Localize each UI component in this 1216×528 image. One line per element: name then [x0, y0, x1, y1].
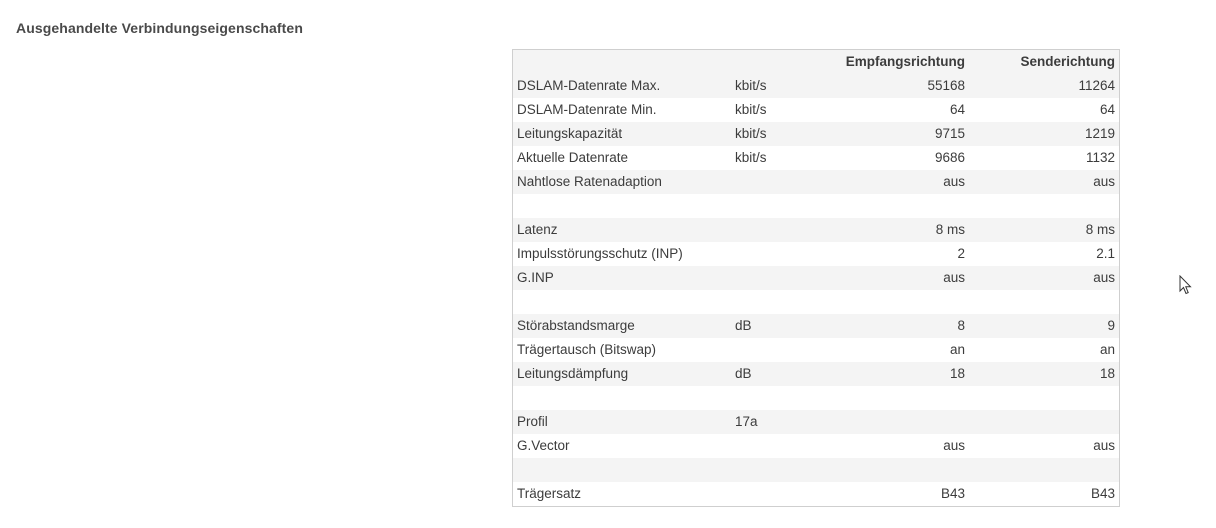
- row-label: Aktuelle Datenrate: [517, 150, 629, 165]
- row-downstream-value: 8 ms: [935, 222, 965, 237]
- row-unit: [731, 458, 821, 482]
- table-row: [513, 410, 1119, 434]
- row-upstream-value: [969, 410, 1119, 434]
- row-downstream-value: 9715: [934, 126, 965, 141]
- table-row: [513, 194, 1119, 218]
- row-unit: kbit/s: [735, 78, 767, 93]
- table-row: [513, 266, 1119, 290]
- row-label: Profil: [517, 414, 548, 429]
- row-label: Trägertausch (Bitswap): [517, 342, 657, 357]
- row-upstream-value: [969, 290, 1119, 314]
- row-unit: [731, 434, 821, 458]
- row-downstream-value: 64: [949, 102, 965, 117]
- table-row: [513, 338, 1119, 362]
- table-row: [513, 482, 1119, 506]
- table-row: [513, 74, 1119, 98]
- table-row: [513, 362, 1119, 386]
- row-label: Impulsstörungsschutz (INP): [517, 246, 683, 261]
- table-body: [513, 74, 1119, 506]
- header-label: [513, 50, 731, 74]
- row-label: Störabstandsmarge: [517, 318, 635, 333]
- table-row: [513, 458, 1119, 482]
- row-upstream-value: aus: [1093, 438, 1115, 453]
- table-row: [513, 98, 1119, 122]
- table-row: [513, 122, 1119, 146]
- row-unit: [731, 170, 821, 194]
- row-unit: dB: [735, 318, 752, 333]
- row-label: Latenz: [517, 222, 558, 237]
- row-label: G.Vector: [517, 438, 570, 453]
- row-downstream-value: [821, 194, 969, 218]
- table-row: [513, 218, 1119, 242]
- row-upstream-value: [969, 194, 1119, 218]
- row-downstream-value: 8: [957, 318, 965, 333]
- row-upstream-value: 18: [1099, 366, 1115, 381]
- row-upstream-value: 2.1: [1096, 246, 1115, 261]
- row-upstream-value: 1219: [1084, 126, 1115, 141]
- row-unit: kbit/s: [735, 102, 767, 117]
- row-downstream-value: an: [949, 342, 965, 357]
- row-label: Leitungskapazität: [517, 126, 623, 141]
- row-downstream-value: [821, 290, 969, 314]
- row-label: DSLAM-Datenrate Max.: [517, 78, 661, 93]
- table-row: [513, 170, 1119, 194]
- row-upstream-value: 9: [1107, 318, 1115, 333]
- mouse-pointer-icon: [1179, 275, 1193, 295]
- row-downstream-value: [821, 410, 969, 434]
- row-label: Nahtlose Ratenadaption: [517, 174, 662, 189]
- header-unit: [731, 50, 821, 74]
- row-unit: [731, 194, 821, 218]
- table-row: [513, 386, 1119, 410]
- row-unit: dB: [735, 366, 752, 381]
- row-downstream-value: [821, 458, 969, 482]
- table-row: [513, 242, 1119, 266]
- table-row: [513, 290, 1119, 314]
- row-unit: 17a: [735, 414, 758, 429]
- table-row: [513, 314, 1119, 338]
- row-downstream-value: 9686: [934, 150, 965, 165]
- row-unit: kbit/s: [735, 126, 767, 141]
- row-upstream-value: [969, 386, 1119, 410]
- row-unit: [731, 218, 821, 242]
- row-downstream-value: B43: [940, 486, 965, 501]
- section-title: Ausgehandelte Verbindungseigenschaften: [16, 20, 303, 36]
- row-upstream-value: aus: [1093, 270, 1115, 285]
- row-unit: [731, 386, 821, 410]
- row-unit: [731, 338, 821, 362]
- row-label: G.INP: [517, 270, 554, 285]
- row-downstream-value: aus: [943, 270, 965, 285]
- table-row: [513, 146, 1119, 170]
- row-downstream-value: aus: [943, 174, 965, 189]
- connection-properties-table: [513, 50, 1119, 506]
- row-label: [513, 458, 731, 482]
- row-upstream-value: aus: [1093, 174, 1115, 189]
- row-downstream-value: 18: [949, 366, 965, 381]
- table-row: [513, 434, 1119, 458]
- row-label: [513, 194, 731, 218]
- row-label: [513, 290, 731, 314]
- connection-properties-table-container: [512, 49, 1120, 507]
- row-downstream-value: 55168: [927, 78, 965, 93]
- row-upstream-value: an: [1099, 342, 1115, 357]
- row-unit: [731, 290, 821, 314]
- row-upstream-value: B43: [1090, 486, 1115, 501]
- row-unit: [731, 266, 821, 290]
- row-unit: [731, 482, 821, 506]
- row-label: Leitungsdämpfung: [517, 366, 629, 381]
- row-upstream-value: 1132: [1085, 150, 1115, 165]
- row-label: DSLAM-Datenrate Min.: [517, 102, 657, 117]
- row-upstream-value: 11264: [1078, 78, 1115, 93]
- row-unit: kbit/s: [735, 150, 767, 165]
- row-label: Trägersatz: [517, 486, 582, 501]
- row-downstream-value: [821, 386, 969, 410]
- row-label: [513, 386, 731, 410]
- row-upstream-value: 64: [1099, 102, 1115, 117]
- row-downstream-value: 2: [957, 246, 965, 261]
- header-downstream: Empfangsrichtung: [845, 54, 965, 69]
- row-upstream-value: 8 ms: [1085, 222, 1115, 237]
- table-header-row: [513, 50, 1119, 74]
- row-unit: [731, 242, 821, 266]
- row-upstream-value: [969, 458, 1119, 482]
- row-downstream-value: aus: [943, 438, 965, 453]
- header-upstream: Senderichtung: [1020, 54, 1115, 69]
